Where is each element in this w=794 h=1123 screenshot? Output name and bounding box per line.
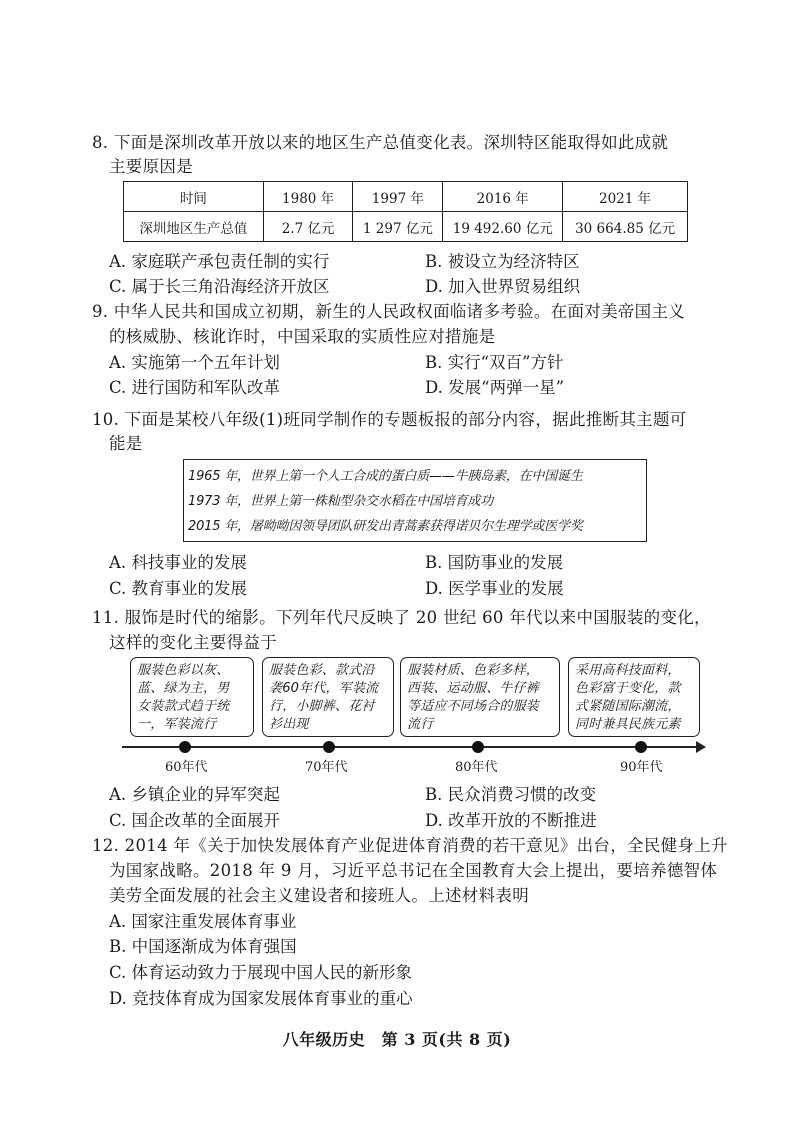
q9-option-d[interactable]: D. 发展“两弹一星”	[425, 378, 565, 397]
table-row	[124, 212, 688, 242]
timeline-box-line: 式紧随国际潮流，	[575, 699, 681, 714]
era-label-90s: 90年代	[620, 760, 663, 775]
q9-option-c[interactable]: C. 进行国防和军队改革	[109, 378, 281, 397]
q11-stem-line1: 11. 服饰是时代的缩影。下列年代尺反映了 20 世纪 60 年代以来中国服装的变化，	[92, 608, 711, 627]
timeline-box-90s	[568, 657, 700, 737]
timeline-box-line: 一，军装流行	[137, 717, 217, 732]
q9-option-a[interactable]: A. 实施第一个五年计划	[109, 353, 280, 372]
q12-stem-line3: 美劳全面发展的社会主义建设者和接班人。上述材料表明	[109, 886, 529, 905]
timeline-box-line: 流行	[407, 717, 434, 732]
q11-option-c[interactable]: C. 国企改革的全面展开	[109, 811, 281, 830]
table-header-cell: 2016 年	[443, 182, 563, 212]
table-cell: 2.7 亿元	[263, 212, 353, 242]
timeline-dot-80s	[472, 741, 484, 753]
era-label-70s: 70年代	[305, 760, 348, 775]
q8-option-c[interactable]: C. 属于长三角沿海经济开放区	[109, 277, 330, 296]
timeline-box-line: 袭60年代，军装流	[269, 681, 379, 696]
q8-option-a[interactable]: A. 家庭联产承包责任制的实行	[109, 252, 330, 271]
q11-option-b[interactable]: B. 民众消费习惯的改变	[425, 785, 597, 804]
gdp-table	[123, 181, 688, 242]
table-cell: 19 492.60 亿元	[443, 212, 563, 242]
timeline-axis	[122, 746, 700, 748]
q10-stem-line1: 10. 下面是某校八年级(1)班同学制作的专题板报的部分内容，据此推断其主题可	[92, 410, 687, 429]
q12-option-c[interactable]: C. 体育运动致力于展现中国人民的新形象	[109, 963, 413, 982]
q11-option-d[interactable]: D. 改革开放的不断推进	[425, 811, 597, 830]
timeline-box-60s	[130, 657, 254, 737]
table-header-cell: 时间	[124, 182, 264, 212]
timeline-box-line: 服装色彩、款式沿	[269, 663, 375, 678]
q10-option-a[interactable]: A. 科技事业的发展	[109, 553, 247, 572]
timeline-box-line: 西装、运动服、牛仔裤	[407, 681, 540, 696]
board-line: 1965 年，世界上第一个人工合成的蛋白质——牛胰岛素，在中国诞生	[188, 469, 583, 484]
blackboard-excerpt	[183, 459, 647, 542]
page-footer: 八年级历史 第 3 页(共 8 页)	[282, 1030, 512, 1049]
q8-stem-line1: 8. 下面是深圳改革开放以来的地区生产总值变化表。深圳特区能取得如此成就	[92, 133, 669, 152]
timeline-dot-60s	[179, 741, 191, 753]
timeline-box-line: 色彩富于变化，款	[575, 681, 681, 696]
q9-option-b[interactable]: B. 实行“双百”方针	[425, 353, 564, 372]
timeline-box-80s	[400, 657, 560, 737]
table-header-cell: 1980 年	[263, 182, 353, 212]
table-cell: 30 664.85 亿元	[563, 212, 688, 242]
timeline-box-line: 行，小脚裤、花衬	[269, 699, 375, 714]
table-header-cell: 2021 年	[563, 182, 688, 212]
q10-option-d[interactable]: D. 医学事业的发展	[425, 579, 564, 598]
timeline-box-line: 衫出现	[269, 717, 309, 732]
q10-option-c[interactable]: C. 教育事业的发展	[109, 579, 248, 598]
table-header-row	[124, 182, 688, 212]
era-label-60s: 60年代	[165, 760, 208, 775]
timeline-box-line: 蓝、绿为主，男	[137, 681, 230, 696]
q11-option-a[interactable]: A. 乡镇企业的异军突起	[109, 785, 280, 804]
q11-stem-line2: 这样的变化主要得益于	[109, 633, 277, 652]
q8-stem-line2: 主要原因是	[109, 157, 193, 176]
timeline-box-line: 女装款式趋于统	[137, 699, 230, 714]
q8-option-b[interactable]: B. 被设立为经济特区	[425, 252, 580, 271]
timeline-box-line: 服装色彩以灰、	[137, 663, 230, 678]
timeline-box-line: 同时兼具民族元素	[575, 717, 681, 732]
q12-option-a[interactable]: A. 国家注重发展体育事业	[109, 912, 297, 931]
timeline-dot-70s	[323, 741, 335, 753]
timeline-box-line: 服装材质、色彩多样，	[407, 663, 540, 678]
table-cell: 1 297 亿元	[353, 212, 443, 242]
timeline-box-line: 等适应不同场合的服装	[407, 699, 540, 714]
q12-stem-line2: 为国家战略。2018 年 9 月，习近平总书记在全国教育大会上提出，要培养德智体	[109, 861, 718, 880]
q12-stem-line1: 12. 2014 年《关于加快发展体育产业促进体育消费的若干意见》出台，全民健身上升	[92, 836, 728, 855]
era-label-80s: 80年代	[455, 760, 498, 775]
table-cell: 深圳地区生产总值	[124, 212, 264, 242]
timeline-dot-90s	[635, 741, 647, 753]
timeline-box-line: 采用高科技面料，	[575, 663, 681, 678]
board-line: 1973 年，世界上第一株籼型杂交水稻在中国培育成功	[188, 494, 494, 509]
q10-stem-line2: 能是	[109, 434, 143, 453]
table-header-cell: 1997 年	[353, 182, 443, 212]
q9-stem-line2: 的核威胁、核讹诈时，中国采取的实质性应对措施是	[109, 327, 496, 346]
timeline-arrow-icon	[696, 741, 706, 753]
q8-option-d[interactable]: D. 加入世界贸易组织	[425, 277, 581, 296]
q10-option-b[interactable]: B. 国防事业的发展	[425, 553, 564, 572]
timeline-box-70s	[262, 657, 394, 737]
q12-option-d[interactable]: D. 竞技体育成为国家发展体育事业的重心	[109, 989, 413, 1008]
q9-stem-line1: 9. 中华人民共和国成立初期，新生的人民政权面临诸多考验。在面对美帝国主义	[92, 302, 686, 321]
board-line: 2015 年，屠呦呦因领导团队研发出青蒿素获得诺贝尔生理学或医学奖	[188, 519, 583, 534]
q12-option-b[interactable]: B. 中国逐渐成为体育强国	[109, 937, 297, 956]
